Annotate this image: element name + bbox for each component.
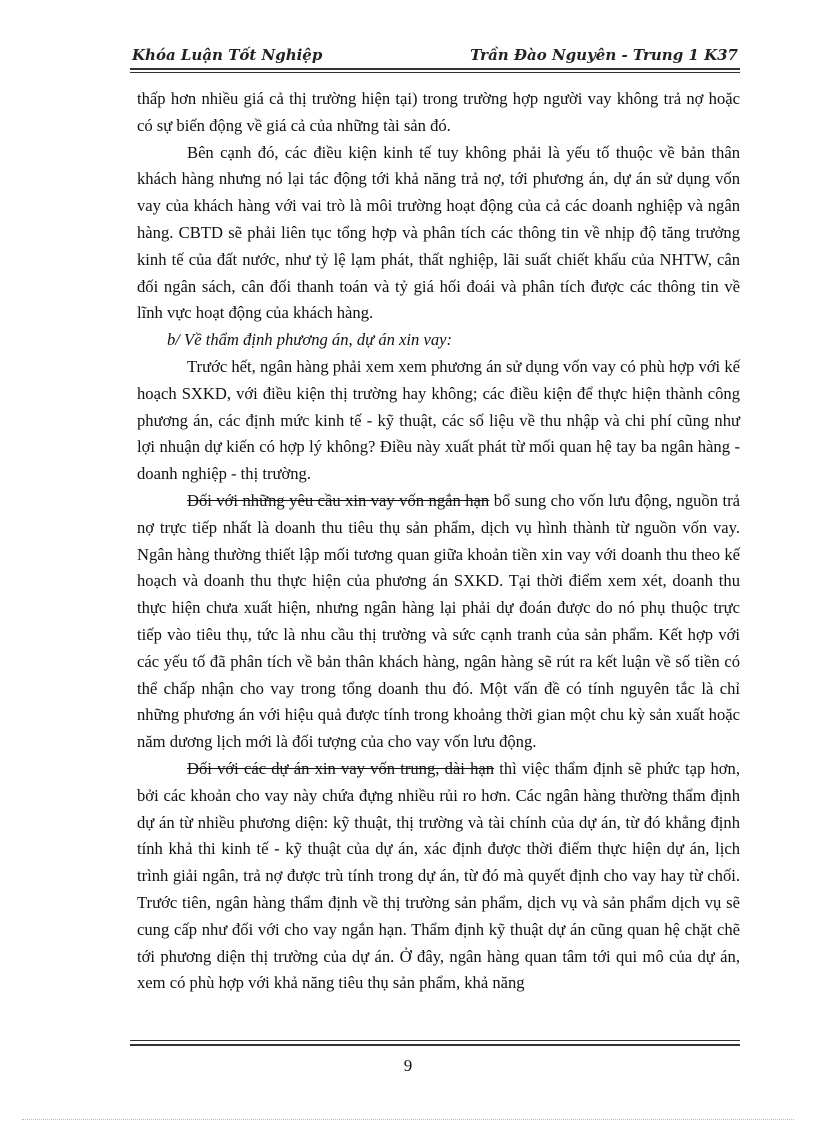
page-header	[130, 40, 740, 66]
paragraph-5-lead: Đối với các dự án xin vay vốn trung, dài hạn	[187, 758, 495, 778]
body-text	[137, 86, 740, 997]
paragraph-4	[137, 488, 740, 756]
page-edge-line	[22, 1119, 794, 1120]
paragraph-1: thấp hơn nhiều giá cả thị trường hiện tại) trong trường hợp người vay không trả nợ hoặc có sự biến động về giá cả của những tài sản đó.	[137, 89, 740, 135]
paragraph-4-rest: bổ sung cho vốn lưu động, nguồn trả nợ trực tiếp nhất là doanh thu tiêu thụ sản phẩm, dịch vụ hình thành từ nguồn vốn vay. Ngân hàng thường thiết lập mối tương quan giữa khoản tiền xin vay với doanh thu theo kế hoạch và doanh thu thực hiện của phương án SXKD. Tại thời điểm xem xét, doanh thu thực hiện chưa xuất hiện, nhưng ngân hàng lại phải dự đoán được do nó phụ thuộc trực tiếp vào tiêu thụ, tức là nhu cầu thị trường và sức cạnh tranh của sản phẩm. Kết hợp với các yếu tố đã phân tích về bản thân khách hàng, ngân hàng sẽ rút ra kết luận về số tiền có thể chấp nhận cho vay trong tổng doanh thu đó. Một vấn đề có tính nguyên tắc là chỉ những phương án với hiệu quả được tính trong khoảng thời gian một chu kỳ sản xuất hoặc năm dương lịch mới là đối tượng của cho vay vốn lưu động.	[137, 490, 740, 752]
paragraph-2: Bên cạnh đó, các điều kiện kinh tế tuy không phải là yếu tố thuộc về bản thân khách hàng nhưng nó lại tác động tới khả năng trả nợ, tới phương án, dự án sử dụng vốn vay của khách hàng với vai trò là môi trường hoạt động của cả các doanh nghiệp và ngân hàng. CBTD sẽ phải liên tục tổng hợp và phân tích các thông tin về nhịp độ tăng trưởng kinh tế của đất nước, như tỷ lệ lạm phát, thất nghiệp, lãi suất chiết khấu của NHTW, cân đối ngân sách, cân đối thanh toán và tỷ giá hối đoái và phân tích được các thông tin về lĩnh vực hoạt động của khách hàng.	[137, 142, 740, 323]
page-number: 9	[403, 1056, 413, 1075]
header-thesis-title: Khóa Luận Tốt Nghiệp	[132, 46, 323, 64]
header-author: Trần Đào Nguyên - Trung 1 K37	[470, 46, 738, 64]
section-heading: b/ Về thẩm định phương án, dự án xin vay:	[167, 330, 453, 350]
header-rule	[130, 68, 740, 73]
paragraph-5-rest: thì việc thẩm định sẽ phức tạp hơn, bởi các khoản cho vay này chứa đựng nhiều rủi ro hơn. Các ngân hàng thường thẩm định dự án từ nhiều phương diện: kỹ thuật, thị trường và tài chính của dự án, từ đó khẳng định tính khả thi kinh tế - kỹ thuật của dự án, xác định được thời điểm thực hiện dự án, lịch trình giải ngân, trả nợ được trù tính trong dự án, từ đó mà quyết định cho vay hay từ chối. Trước tiên, ngân hàng thẩm định về thị trường sản phẩm, dịch vụ và sản phẩm dịch vụ sẽ cung cấp như đối với cho vay ngắn hạn. Thẩm định kỹ thuật dự án cũng quan hệ chặt chẽ tới phương diện thị trường của dự án. Ở đây, ngân hàng quan tâm tới qui mô của dự án, xem có phù hợp với khả năng tiêu thụ sản phẩm, khả năng	[137, 758, 740, 993]
footer-rule	[130, 1040, 740, 1046]
paragraph-4-lead: Đối với những yêu cầu xin vay vốn ngắn hạn	[187, 490, 490, 510]
paragraph-3: Trước hết, ngân hàng phải xem xem phương án sử dụng vốn vay có phù hợp với kế hoạch SXKD, với điều kiện thị trường hay không; các điều kiện để thực hiện thành công phương án, các định mức kinh tế - kỹ thuật, các số liệu về thu nhập và chi phí cũng như lợi nhuận dự kiến có hợp lý không? Điều này xuất phát từ mối quan hệ tay ba ngân hàng - doanh nghiệp - thị trường.	[137, 356, 740, 484]
paragraph-5	[137, 756, 740, 997]
